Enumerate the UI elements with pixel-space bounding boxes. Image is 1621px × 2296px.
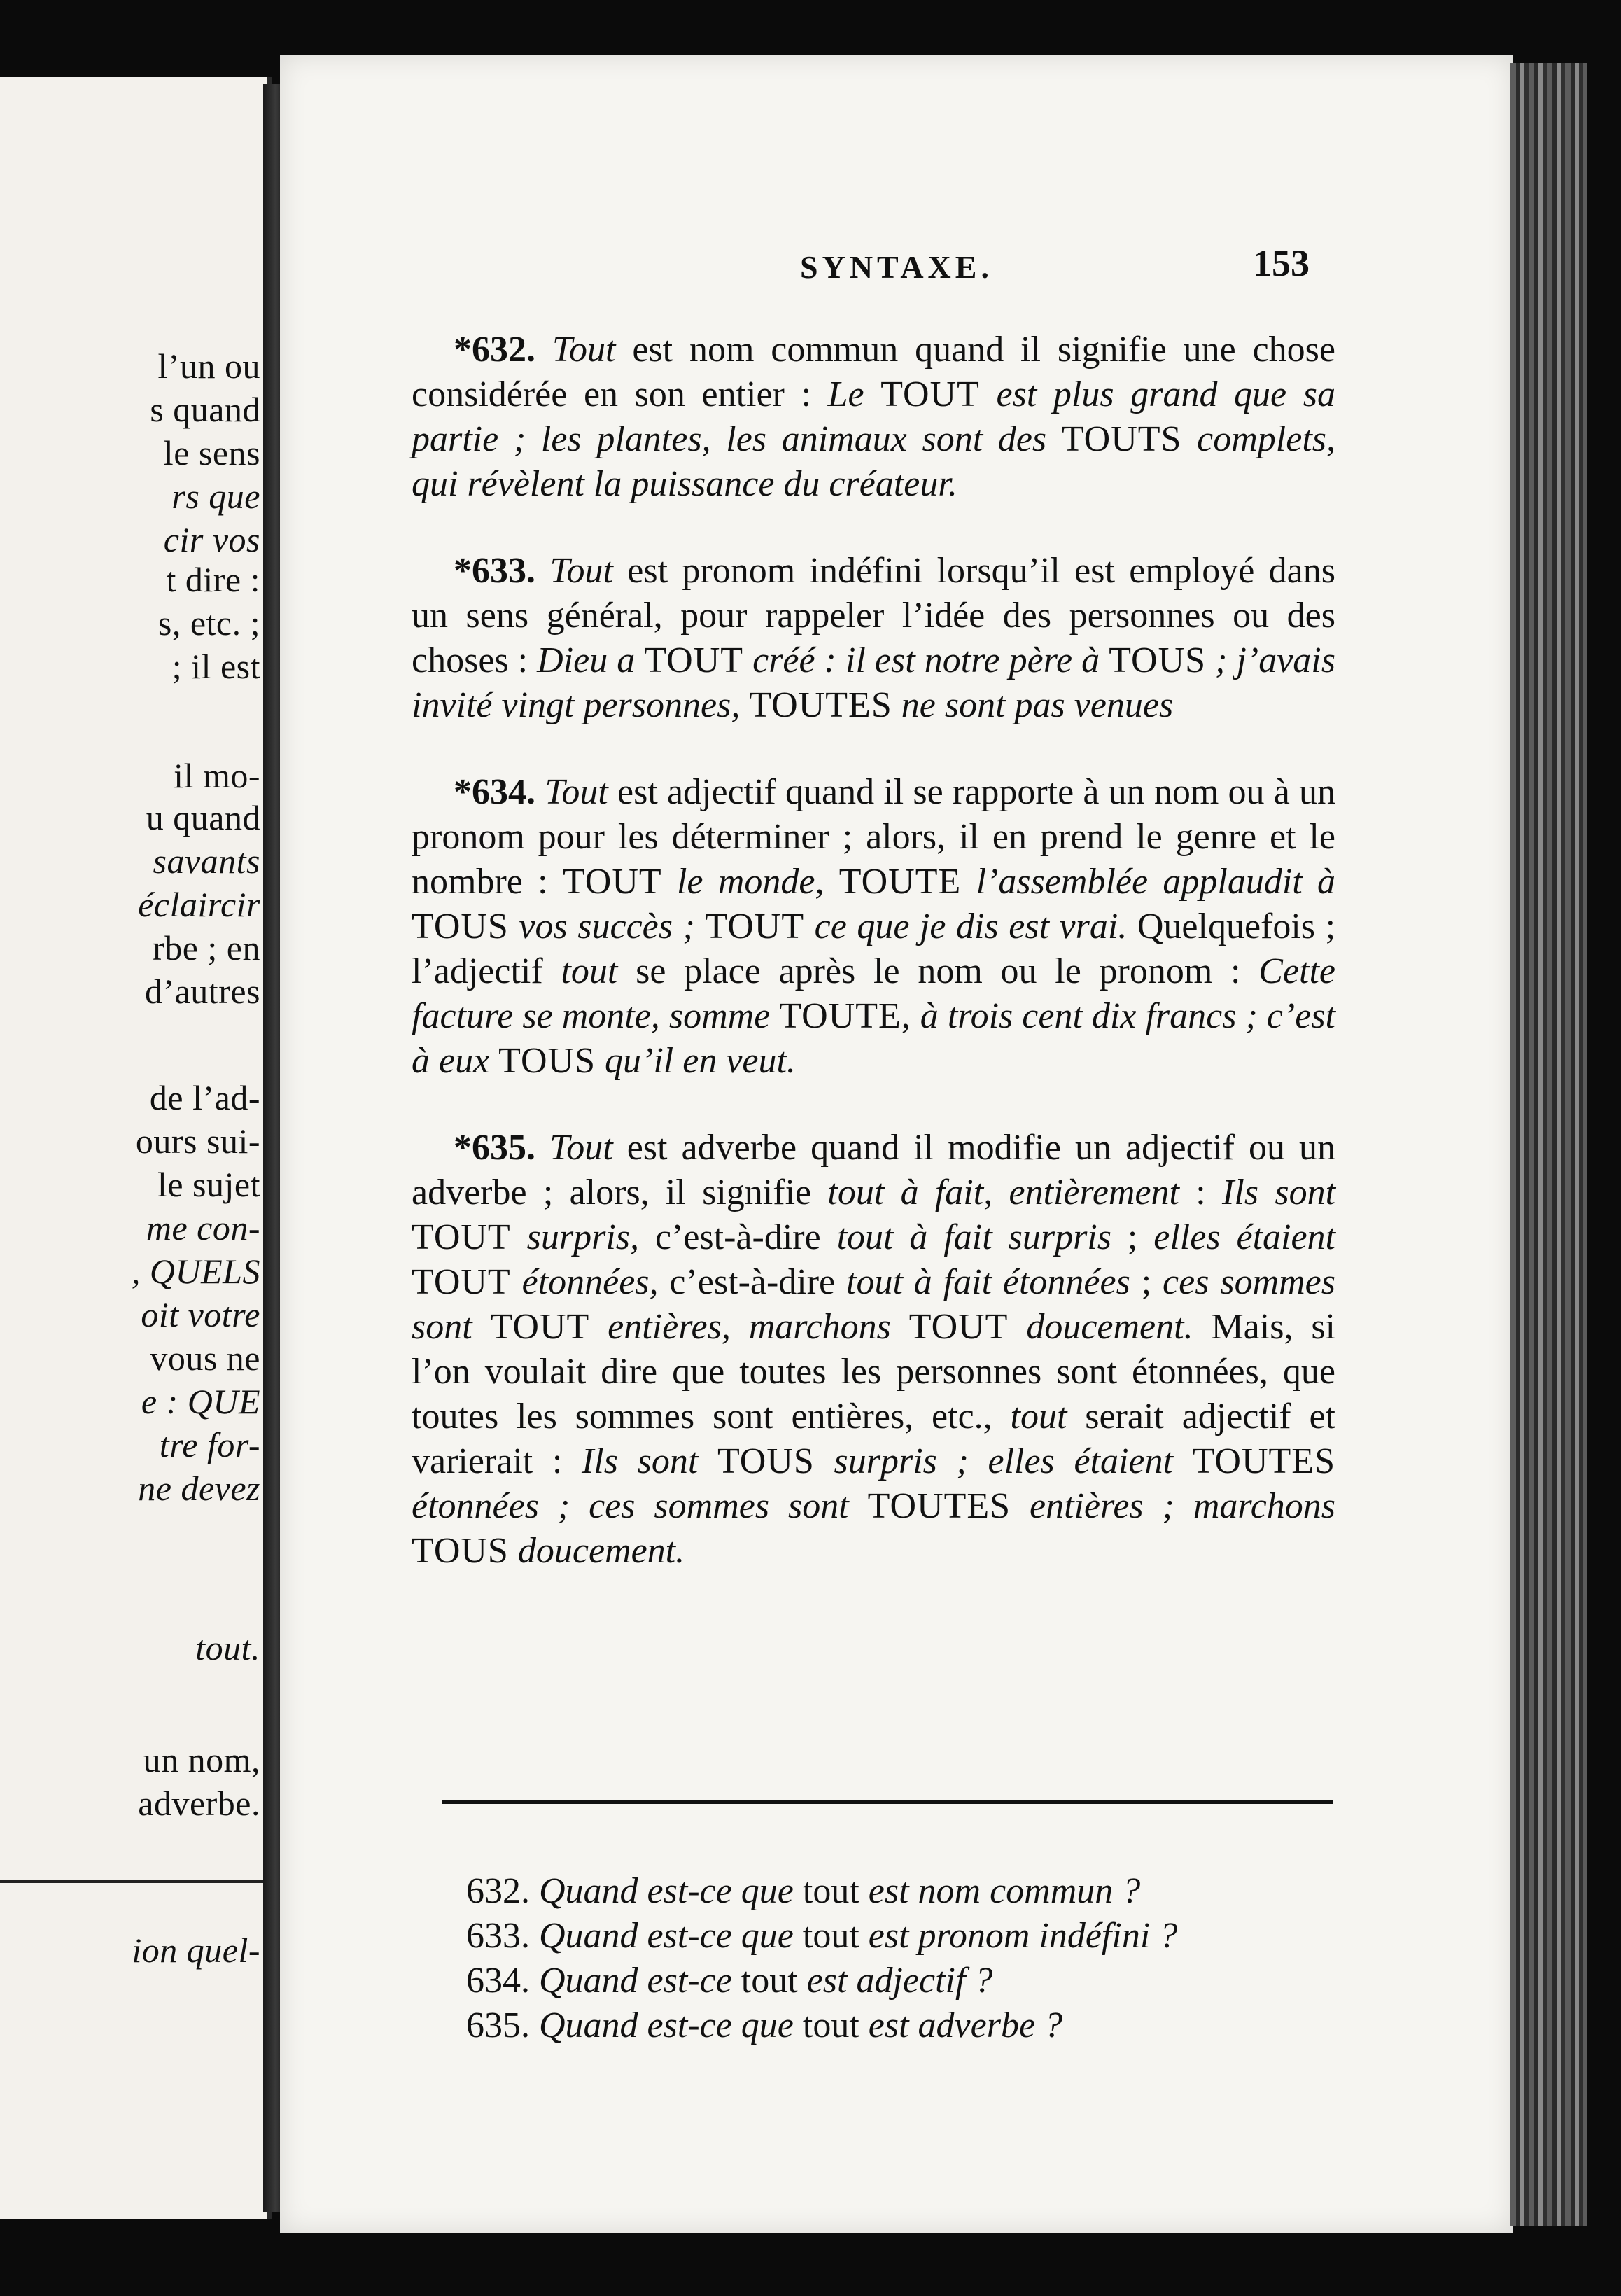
small-caps-word: TOUT	[880, 374, 980, 414]
previous-page-line: oit votre	[141, 1295, 260, 1334]
previous-page-line: tre for-	[159, 1425, 260, 1464]
example: à trois cent dix francs ; c’est à eux	[412, 996, 1335, 1081]
small-caps-word: TOUT	[908, 1307, 1009, 1347]
question-633	[466, 1914, 1362, 1959]
question-number: 632.	[466, 1871, 530, 1911]
question-term: tout	[741, 1961, 798, 2001]
page-number: 153	[1253, 242, 1310, 284]
question-632	[466, 1869, 1362, 1914]
small-caps-word: TOUTES	[749, 685, 892, 725]
paragraph-635	[412, 1126, 1335, 1574]
previous-page-line: ours sui-	[135, 1121, 260, 1161]
paragraph-634	[412, 770, 1335, 1084]
small-caps-word: TOUT	[490, 1307, 590, 1347]
example: ce que je dis est vrai.	[814, 906, 1128, 946]
previous-page-line: tout.	[195, 1628, 260, 1667]
text: serait adjectif et varierait :	[412, 1396, 1335, 1481]
text: est pronom indéfini lorsqu’il est employé dans un sens général, pour rappeler l’idée des personnes ou des choses :	[412, 551, 1335, 680]
question-634	[466, 1959, 1362, 2003]
example: étonnées ; ces sommes sont	[412, 1486, 849, 1526]
text: c’est-à-dire	[639, 1217, 837, 1257]
example: créé : il est notre père à	[752, 640, 1100, 680]
small-caps-word: TOUT	[562, 862, 662, 902]
paragraph-632	[412, 328, 1335, 507]
term: tout	[1010, 1396, 1067, 1436]
previous-page-line: rs que	[171, 477, 260, 516]
text: Mais, si l’on voulait dire que toutes les personnes sont étonnées, que toutes les sommes sont entières, etc.,	[412, 1307, 1336, 1436]
question-text: est adverbe ?	[868, 2005, 1063, 2045]
term: tout	[561, 951, 618, 991]
example: doucement.	[517, 1531, 685, 1571]
question-term: tout	[802, 1916, 859, 1956]
previous-page-line: ne devez	[138, 1469, 260, 1508]
question-text: Quand est-ce	[539, 1961, 732, 2001]
small-caps-word: TOUTE,	[779, 996, 911, 1036]
example: elles étaient	[1153, 1217, 1335, 1257]
text: :	[1179, 1172, 1223, 1212]
paragraph-number: *634.	[454, 772, 535, 812]
question-635	[466, 2003, 1362, 2048]
question-term: tout	[802, 2005, 859, 2045]
question-list	[466, 1869, 1362, 2048]
small-caps-word: TOUS	[1109, 640, 1207, 680]
text: Quelquefois ; l’adjectif	[412, 906, 1336, 991]
term: Tout	[552, 330, 616, 370]
previous-page-rule	[0, 1880, 267, 1883]
example: ; j’avais invité vingt personnes,	[412, 640, 1335, 725]
previous-page-line: un nom,	[143, 1740, 260, 1779]
question-text: est pronom indéfini ?	[868, 1916, 1178, 1956]
small-caps-word: TOUS	[412, 1531, 509, 1571]
example: l’assemblée applaudit à	[976, 862, 1336, 902]
question-number: 635.	[466, 2005, 530, 2045]
text: est nom commun quand il signifie une chose considérée en son entier :	[412, 330, 1335, 414]
previous-page-line: rbe ; en	[153, 928, 260, 967]
previous-page-line: e : QUE	[141, 1382, 260, 1421]
example: le monde,	[676, 862, 824, 902]
question-number: 634.	[466, 1961, 530, 2001]
example: ces sommes sont	[412, 1262, 1335, 1347]
previous-page-line: d’autres	[144, 972, 260, 1011]
previous-page-line: t dire :	[166, 560, 260, 599]
example: Le	[827, 374, 864, 414]
text: est adjectif quand il se rapporte à un nom ou à un pronom pour les déterminer ; alors, il en prend le genre et le nombre :	[412, 772, 1335, 902]
example: surpris ; elles étaient	[834, 1441, 1173, 1481]
previous-page-fragment	[0, 77, 272, 2219]
example: tout à fait, entièrement	[827, 1172, 1180, 1212]
previous-page-line: cir vos	[163, 520, 260, 559]
small-caps-word: TOUT	[412, 1262, 511, 1302]
example: ne sont pas venues	[901, 685, 1174, 725]
small-caps-word: TOUS	[412, 906, 509, 946]
previous-page-line: , QUELS	[131, 1252, 260, 1291]
small-caps-word: TOUTS	[1061, 419, 1182, 459]
example: entières ; marchons	[1029, 1486, 1336, 1526]
previous-page-line: ion quel-	[132, 1931, 260, 1970]
example: tout à fait étonnées	[846, 1262, 1130, 1302]
small-caps-word: TOUT	[705, 906, 805, 946]
example: tout à fait surpris	[836, 1217, 1111, 1257]
previous-page-line: éclaircir	[138, 885, 260, 924]
term: Tout	[545, 772, 608, 812]
example: est plus grand que sa partie ; les plantes, les animaux sont des	[412, 374, 1335, 459]
previous-page-line: savants	[153, 841, 260, 881]
question-text: Quand est-ce que	[539, 2005, 794, 2045]
question-number: 633.	[466, 1916, 530, 1956]
term: Tout	[549, 551, 613, 591]
previous-page-line: s, etc. ;	[157, 603, 260, 643]
example: étonnées,	[521, 1262, 659, 1302]
example: qu’il en veut.	[605, 1041, 796, 1081]
question-text: est nom commun ?	[868, 1871, 1141, 1911]
question-text: Quand est-ce que	[539, 1871, 794, 1911]
previous-page-line: s quand	[150, 390, 260, 429]
previous-page-line: il mo-	[174, 756, 260, 795]
previous-page-line: l’un ou	[157, 346, 260, 386]
previous-page-line: u quand	[146, 798, 260, 837]
section-divider	[442, 1800, 1333, 1804]
page-body	[412, 328, 1335, 1616]
example: vos succès ;	[519, 906, 695, 946]
previous-page-line: de l’ad-	[149, 1078, 260, 1117]
example: Ils sont	[581, 1441, 699, 1481]
example: complets, qui révèlent la puissance du créateur.	[412, 419, 1335, 504]
paragraph-number: *635.	[454, 1128, 535, 1168]
question-term: tout	[802, 1871, 859, 1911]
question-text: est adjectif ?	[806, 1961, 993, 2001]
small-caps-word: TOUTE	[838, 862, 962, 902]
small-caps-word: TOUTES	[867, 1486, 1011, 1526]
paragraph-number: *632.	[454, 330, 535, 370]
example: Dieu a	[537, 640, 636, 680]
example: surpris,	[526, 1217, 640, 1257]
question-text: Quand est-ce que	[539, 1916, 794, 1956]
small-caps-word: TOUT	[412, 1217, 511, 1257]
paragraph-number: *633.	[454, 551, 535, 591]
previous-page-line: adverbe.	[138, 1784, 260, 1823]
term: Tout	[549, 1128, 613, 1168]
previous-page-line: me con-	[146, 1208, 260, 1247]
paragraph-633	[412, 549, 1335, 728]
small-caps-word: TOUTES	[1192, 1441, 1335, 1481]
running-title: SYNTAXE.	[800, 249, 993, 285]
previous-page-line: le sens	[163, 433, 260, 472]
previous-page-line: ; il est	[171, 647, 260, 686]
example: Ils sont	[1222, 1172, 1336, 1212]
text: est adverbe quand il modifie un adjectif ou un adverbe ; alors, il signifie	[412, 1128, 1335, 1212]
page-edges	[1510, 63, 1587, 2226]
example: doucement.	[1026, 1307, 1193, 1347]
text: ;	[1111, 1217, 1154, 1257]
example: Cette facture se monte, somme	[412, 951, 1335, 1036]
small-caps-word: TOUT	[644, 640, 744, 680]
small-caps-word: TOUS	[498, 1041, 596, 1081]
text: se place après le nom ou le pronom :	[617, 951, 1259, 991]
previous-page-line: vous ne	[150, 1338, 260, 1378]
small-caps-word: TOUS	[717, 1441, 815, 1481]
example: entières, marchons	[608, 1307, 891, 1347]
text: ;	[1130, 1262, 1163, 1302]
previous-page-line: le sujet	[157, 1165, 260, 1204]
text: c’est-à-dire	[658, 1262, 847, 1302]
